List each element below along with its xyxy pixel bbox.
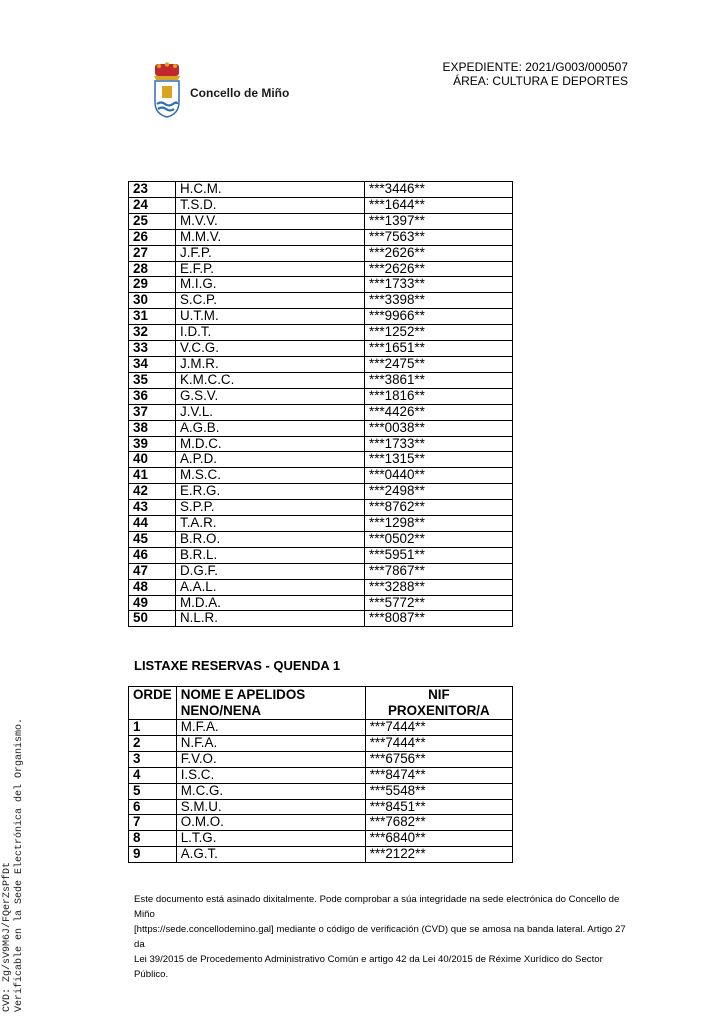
row-name: I.S.C. [176,767,365,783]
table-row [129,611,513,627]
row-name: M.F.A. [176,720,365,736]
row-number: 47 [129,563,176,579]
reserves-table [128,686,513,863]
table-row [129,372,513,388]
row-number: 2 [129,735,177,751]
row-name: G.S.V. [176,388,365,404]
row-number: 32 [129,325,176,341]
row-name: S.P.P. [176,500,365,516]
table-row [129,547,513,563]
table-row [129,516,513,532]
row-number: 39 [129,436,176,452]
table-row [129,847,513,863]
table-row [129,293,513,309]
table-row [129,404,513,420]
table-row [129,420,513,436]
row-number: 28 [129,261,176,277]
table-row [129,531,513,547]
row-nif: ***1644** [365,197,513,213]
table-row [129,468,513,484]
row-number: 29 [129,277,176,293]
row-nif: ***8474** [365,767,512,783]
row-name: K.M.C.C. [176,372,365,388]
row-number: 46 [129,547,176,563]
row-number: 6 [129,799,177,815]
row-number: 5 [129,783,177,799]
organization-name: Concello de Miño [190,86,290,100]
row-number: 24 [129,197,176,213]
row-number: 7 [129,815,177,831]
row-nif: ***1252** [365,325,513,341]
signature-notice: Este documento está asinado dixitalmente. Pode comprobar a súa integridade na sede electrónica do Concello de Miño [https://sede.concellodemino.gal] mediante o código de verificación (CVD) que se amosa na banda lateral. Artigo 27 da Lei 39/2015 de Procedemento Administrativo Común e artigo 42 da Lei 40/2015 de Réxime Xurídico do Sector Público. [134,894,626,980]
row-nif: ***0502** [365,531,513,547]
row-number: 40 [129,452,176,468]
row-number: 45 [129,531,176,547]
row-nif: ***0440** [365,468,513,484]
table-row [129,735,513,751]
row-nif: ***2475** [365,356,513,372]
table-row [129,500,513,516]
table-row [129,277,513,293]
table-row [129,197,513,213]
row-number: 9 [129,847,177,863]
row-number: 50 [129,611,176,627]
row-number: 35 [129,372,176,388]
row-number: 36 [129,388,176,404]
row-name: H.C.M. [176,182,365,198]
row-nif: ***7867** [365,563,513,579]
row-number: 38 [129,420,176,436]
row-number: 25 [129,213,176,229]
row-nif: ***5548** [365,783,512,799]
row-name: A.G.T. [176,847,365,863]
row-name: A.G.B. [176,420,365,436]
row-nif: ***1816** [365,388,513,404]
column-header-nif: NIF PROXENITOR/A [365,687,512,720]
row-number: 42 [129,484,176,500]
row-name: A.A.L. [176,579,365,595]
expediente-label: EXPEDIENTE: 2021/G003/000507 [442,60,628,74]
row-nif: ***3861** [365,372,513,388]
table-row [129,783,513,799]
row-name: T.A.R. [176,516,365,532]
table-row [129,767,513,783]
verification-band [2,718,26,1012]
table-row [129,388,513,404]
row-name: B.R.L. [176,547,365,563]
table-row [129,831,513,847]
row-name: E.R.G. [176,484,365,500]
row-nif: ***2626** [365,261,513,277]
row-nif: ***9966** [365,309,513,325]
row-name: M.D.C. [176,436,365,452]
row-nif: ***3398** [365,293,513,309]
row-nif: ***7444** [365,735,512,751]
row-number: 44 [129,516,176,532]
row-nif: ***7563** [365,229,513,245]
row-nif: ***2122** [365,847,512,863]
row-nif: ***1315** [365,452,513,468]
section-title: LISTAXE RESERVAS - QUENDA 1 [134,658,341,673]
table-row [129,595,513,611]
row-name: L.T.G. [176,831,365,847]
table-row [129,452,513,468]
row-name: J.V.L. [176,404,365,420]
row-nif: ***3288** [365,579,513,595]
table-row [129,213,513,229]
cvd-code: CVD: Zg/sV9M6J/FQerZsPfDt [2,861,13,1012]
row-number: 34 [129,356,176,372]
row-name: A.P.D. [176,452,365,468]
row-name: S.C.P. [176,293,365,309]
row-number: 27 [129,245,176,261]
table-row [129,261,513,277]
row-nif: ***0038** [365,420,513,436]
row-number: 23 [129,182,176,198]
row-nif: ***8762** [365,500,513,516]
row-name: E.F.P. [176,261,365,277]
row-number: 33 [129,341,176,357]
table-row [129,751,513,767]
row-nif: ***7444** [365,720,512,736]
row-nif: ***1298** [365,516,513,532]
column-header-name: NOME E APELIDOS NENO/NENA [176,687,365,720]
row-number: 26 [129,229,176,245]
row-nif: ***1733** [365,436,513,452]
row-nif: ***1651** [365,341,513,357]
table-row [129,356,513,372]
verification-note: Verificable en la Sede Electrónica del Organismo. [14,717,25,1012]
participants-table [128,181,513,627]
row-nif: ***7682** [365,815,512,831]
row-nif: ***8087** [365,611,513,627]
row-name: M.D.A. [176,595,365,611]
area-label: ÁREA: CULTURA E DEPORTES [453,74,628,88]
row-nif: ***8451** [365,799,512,815]
row-name: F.V.O. [176,751,365,767]
row-nif: ***1397** [365,213,513,229]
row-number: 49 [129,595,176,611]
row-nif: ***6840** [365,831,512,847]
table-row [129,229,513,245]
row-number: 3 [129,751,177,767]
row-name: N.F.A. [176,735,365,751]
row-number: 4 [129,767,177,783]
row-name: M.S.C. [176,468,365,484]
row-name: S.M.U. [176,799,365,815]
row-name: J.M.R. [176,356,365,372]
table-row [129,182,513,198]
table-row [129,309,513,325]
table-row [129,325,513,341]
document-header [443,60,628,88]
coat-of-arms-icon [150,62,184,118]
row-nif: ***3446** [365,182,513,198]
row-number: 43 [129,500,176,516]
row-name: M.V.V. [176,213,365,229]
row-name: O.M.O. [176,815,365,831]
table-row [129,245,513,261]
row-number: 8 [129,831,177,847]
table-row [129,579,513,595]
row-name: B.R.O. [176,531,365,547]
row-nif: ***6756** [365,751,512,767]
row-name: U.T.M. [176,309,365,325]
table-row [129,563,513,579]
row-name: M.I.G. [176,277,365,293]
row-name: V.C.G. [176,341,365,357]
row-name: M.C.G. [176,783,365,799]
row-nif: ***5772** [365,595,513,611]
row-name: T.S.D. [176,197,365,213]
row-nif: ***1733** [365,277,513,293]
row-name: J.F.P. [176,245,365,261]
row-nif: ***4426** [365,404,513,420]
table-row [129,799,513,815]
row-name: I.D.T. [176,325,365,341]
row-number: 37 [129,404,176,420]
row-nif: ***2626** [365,245,513,261]
table-row [129,436,513,452]
table-header-row [129,687,513,720]
row-number: 48 [129,579,176,595]
row-nif: ***2498** [365,484,513,500]
table-row [129,815,513,831]
row-number: 1 [129,720,177,736]
row-number: 41 [129,468,176,484]
row-name: M.M.V. [176,229,365,245]
row-number: 30 [129,293,176,309]
table-row [129,484,513,500]
row-name: N.L.R. [176,611,365,627]
table-row [129,341,513,357]
row-nif: ***5951** [365,547,513,563]
row-number: 31 [129,309,176,325]
column-header-orde: ORDE [129,687,177,720]
table-row [129,720,513,736]
row-name: D.G.F. [176,563,365,579]
